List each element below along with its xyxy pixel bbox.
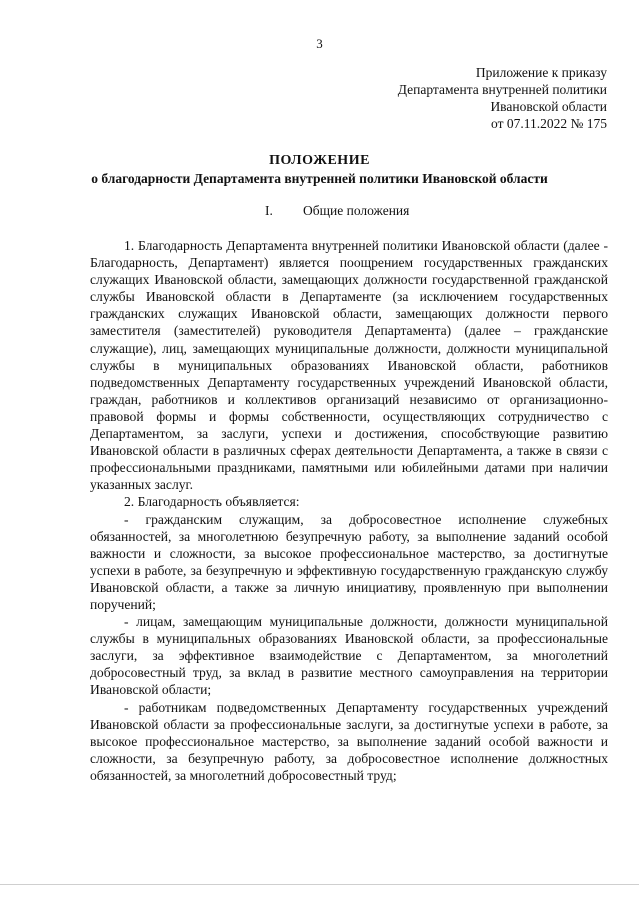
paragraph: - лицам, замещающим муниципальные должности, должности муниципальной службы в муниципальных образованиях Ивановской области, за профессиональные заслуги, за эффективное взаимодействие с Департаментом, за многолетний добросовестный труд, за вклад в развитие местного самоуправления на территории Ивановской области; bbox=[90, 614, 608, 698]
paragraph: 2. Благодарность объявляется: bbox=[124, 494, 300, 510]
appendix-line: Приложение к приказу bbox=[475, 65, 607, 80]
document-title: ПОЛОЖЕНИЕ bbox=[269, 153, 370, 168]
section-title: Общие положения bbox=[303, 203, 410, 218]
appendix-block bbox=[398, 64, 607, 132]
section-heading bbox=[265, 203, 409, 219]
appendix-order-line: от 07.11.2022 № 175 bbox=[491, 116, 607, 131]
appendix-line: Департамента внутренней политики bbox=[397, 82, 607, 97]
section-number: I. bbox=[265, 203, 273, 218]
document-body bbox=[90, 237, 608, 784]
appendix-line: Ивановской области bbox=[490, 99, 607, 114]
paragraph: - гражданским служащим, за добросовестное исполнение служебных обязанностей, за многолетнюю безупречную работу, за выполнение заданий особой важности и сложности, за высокое профессиональное мастерство, за достигнутые успехи в работе, за безупречную и эффективную государственную гражданскую службу Ивановской области, а также за личную инициативу, проявленную при выполнении поручений; bbox=[90, 511, 608, 612]
page-number: 3 bbox=[316, 36, 323, 51]
paragraph: 1. Благодарность Департамента внутренней политики Ивановской области (далее - Благодарность, Департамент) является поощрением государственных гражданских служащих Ивановской области, замещающих должности государственной гражданской службы Ивановской области в Департаменте (за исключением государственных гражданских служащих Ивановской области, замещающих должности первого заместителя (заместителей) руководителя Департамента) (далее – гражданские служащие), лиц, замещающих муниципальные должности, должности муниципальной службы в муниципальных образованиях Ивановской области, работников подведомственных Департаменту государственных учреждений Ивановской области, граждан, работников и коллективов организаций независимо от организационно-правовой формы и формы собственности, осуществляющих сотрудничество с Департаментом, за заслуги, успехи и достижения, способствующие развитию Ивановской области в различных сферах деятельности Департамента, а также в связи с профессиональными праздниками, памятными или юбилейными датами при наличии указанных заслуг. bbox=[90, 238, 608, 493]
page-bottom-divider bbox=[0, 884, 639, 885]
paragraph: - работникам подведомственных Департаменту государственных учреждений Ивановской области за профессиональные заслуги, за достигнутые успехи в работе, за высокое профессиональное мастерство, за выполнение заданий особой важности и сложности, за безупречную работу, за добросовестное исполнение должностных обязанностей, за многолетний добросовестный труд; bbox=[90, 699, 608, 783]
document-subtitle: о благодарности Департамента внутренней политики Ивановской области bbox=[91, 171, 548, 186]
